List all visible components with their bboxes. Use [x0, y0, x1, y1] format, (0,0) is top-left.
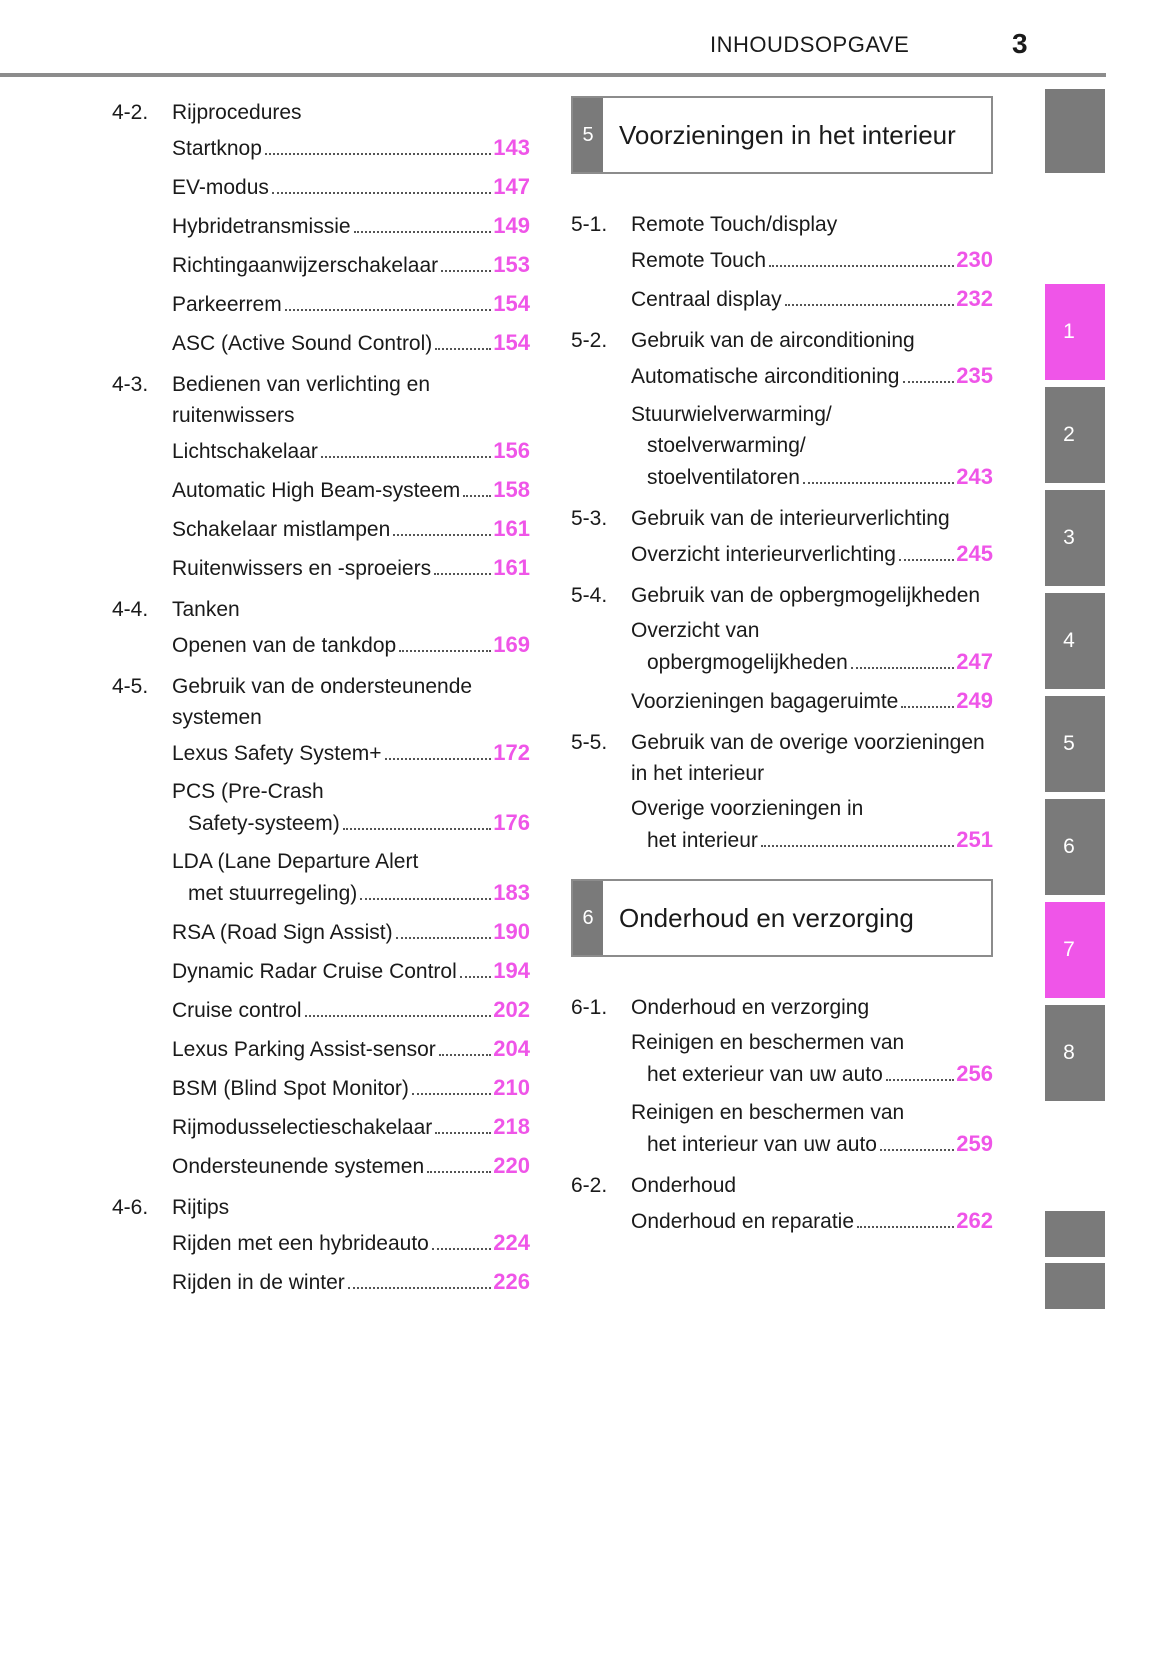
entry-text: Parkeerrem — [172, 292, 282, 316]
entry-line — [631, 1128, 993, 1160]
dot-leader — [851, 666, 954, 669]
toc-entry[interactable] — [172, 509, 530, 548]
entry-text: BSM (Blind Spot Monitor) — [172, 1076, 409, 1100]
entry-text: Rijden in de winter — [172, 1270, 345, 1294]
entry-line — [172, 210, 530, 242]
dot-leader — [439, 1053, 491, 1056]
page-link[interactable]: 235 — [956, 362, 993, 388]
toc-entry[interactable] — [631, 1201, 993, 1240]
entry-line — [172, 327, 530, 359]
toc-entry[interactable] — [631, 395, 993, 496]
toc-entry[interactable] — [172, 284, 530, 323]
page-link[interactable]: 194 — [493, 957, 530, 983]
entry-text: Schakelaar mistlampen — [172, 517, 391, 541]
toc-entry[interactable] — [172, 1146, 530, 1185]
dot-leader — [803, 481, 954, 484]
entry-line — [172, 249, 530, 281]
entry-text: Lichtschakelaar — [172, 439, 318, 463]
entry-text: Lexus Safety System+ — [172, 741, 382, 765]
section-heading[interactable] — [571, 318, 993, 356]
section-number: 6-2. — [571, 1174, 608, 1197]
toc-entry[interactable] — [172, 1223, 530, 1262]
entry-line — [172, 629, 530, 661]
entry-text: Overzicht van — [631, 618, 760, 642]
section-title: Rijtips — [172, 1196, 230, 1219]
dot-leader — [272, 191, 491, 194]
dot-leader — [265, 152, 491, 155]
section-heading[interactable] — [112, 1185, 530, 1223]
toc-entry[interactable] — [172, 167, 530, 206]
section-title: Bedienen van verlichting en ruitenwissers — [172, 373, 431, 427]
entry-text: Cruise control — [172, 998, 302, 1022]
entry-text: Remote Touch — [631, 248, 767, 272]
section-title: Tanken — [172, 598, 240, 621]
section-number: 5-2. — [571, 329, 608, 352]
page-link[interactable]: 247 — [956, 648, 993, 674]
page-link[interactable]: 143 — [493, 134, 530, 160]
section-title: Onderhoud en verzorging — [631, 996, 870, 1019]
chapter-tab-label: 6 — [1063, 835, 1075, 858]
chapter-banner[interactable] — [571, 879, 993, 957]
chapter-tab-label: 4 — [1063, 629, 1075, 652]
entry-text: Hybridetransmissie — [172, 214, 351, 238]
entry-text: stoelventilatoren — [647, 465, 800, 489]
toc-entry[interactable] — [631, 1023, 993, 1093]
chapter-tab[interactable] — [1045, 1211, 1105, 1257]
entry-line — [631, 824, 993, 856]
section-title: Gebruik van de overige voorzieningen in het interieur — [631, 731, 985, 785]
entry-text: ASC (Active Sound Control) — [172, 331, 433, 355]
section-number: 5-3. — [571, 507, 608, 530]
toc-entry[interactable] — [631, 356, 993, 395]
dot-leader — [901, 705, 954, 708]
dot-leader — [354, 230, 492, 233]
section-number: 5-4. — [571, 584, 608, 607]
entry-text: Automatic High Beam-systeem — [172, 478, 461, 502]
section-title: Rijprocedures — [172, 101, 302, 124]
chapter-tab[interactable] — [1045, 387, 1105, 483]
chapter-tab-label: 2 — [1063, 423, 1075, 446]
page-link[interactable]: 218 — [493, 1113, 530, 1139]
toc-right-column — [571, 96, 993, 1240]
chapter-tab[interactable] — [1045, 89, 1105, 173]
section-heading[interactable] — [571, 573, 993, 611]
page-link[interactable]: 232 — [956, 285, 993, 311]
page-link[interactable]: 169 — [493, 631, 530, 657]
chapter-tab[interactable] — [1045, 696, 1105, 792]
section-heading[interactable] — [112, 587, 530, 625]
dot-leader — [427, 1170, 491, 1173]
section-heading[interactable] — [112, 664, 530, 733]
toc-entry[interactable] — [172, 206, 530, 245]
entry-text: Reinigen en beschermen van — [631, 1030, 905, 1054]
toc-entry[interactable] — [172, 128, 530, 167]
dot-leader — [435, 1131, 491, 1134]
section-number: 4-6. — [112, 1196, 149, 1219]
toc-entry[interactable] — [631, 789, 993, 859]
entry-text: Centraal display — [631, 287, 782, 311]
section-heading[interactable] — [571, 985, 993, 1023]
page-link[interactable]: 202 — [493, 996, 530, 1022]
entry-line — [631, 244, 993, 276]
entry-text: LDA (Lane Departure Alert — [172, 849, 419, 873]
section-number: 5-5. — [571, 731, 608, 754]
entry-line — [631, 1058, 993, 1090]
page-link[interactable]: 153 — [493, 251, 530, 277]
page-link[interactable]: 224 — [493, 1229, 530, 1255]
toc-entry[interactable] — [172, 772, 530, 842]
toc-entry[interactable] — [631, 1093, 993, 1163]
section-title: Onderhoud — [631, 1174, 737, 1197]
toc-entry[interactable] — [172, 1107, 530, 1146]
dot-leader — [441, 269, 491, 272]
dot-leader — [348, 1286, 492, 1289]
dot-leader — [886, 1078, 954, 1081]
entry-text: Ondersteunende systemen — [172, 1154, 425, 1178]
chapter-tab[interactable] — [1045, 284, 1105, 380]
entry-text: Reinigen en beschermen van — [631, 1100, 905, 1124]
entry-text: RSA (Road Sign Assist) — [172, 920, 393, 944]
entry-line — [172, 171, 530, 203]
entry-text: Startknop — [172, 136, 262, 160]
entry-text: Rijden met een hybrideauto — [172, 1231, 429, 1255]
section-title: Gebruik van de airconditioning — [631, 329, 915, 352]
page-link[interactable]: 176 — [493, 809, 530, 835]
page-link[interactable]: 251 — [956, 826, 993, 852]
entry-line — [172, 552, 530, 584]
entry-text: met stuurregeling) — [188, 881, 358, 905]
section-heading[interactable] — [571, 720, 993, 789]
page-link[interactable]: 158 — [493, 476, 530, 502]
entry-text: Dynamic Radar Cruise Control — [172, 959, 457, 983]
dot-leader — [769, 264, 954, 267]
toc-entry[interactable] — [631, 279, 993, 318]
dot-leader — [785, 303, 955, 306]
entry-line — [172, 474, 530, 506]
dot-leader — [880, 1148, 954, 1151]
toc-entry[interactable] — [631, 681, 993, 720]
entry-line — [172, 877, 530, 909]
entry-text: het exterieur van uw auto — [647, 1062, 883, 1086]
chapter-number: 5 — [573, 98, 603, 172]
section-number: 4-5. — [112, 675, 149, 698]
dot-leader — [434, 572, 491, 575]
entry-line — [172, 955, 530, 987]
section-heading[interactable] — [571, 1163, 993, 1201]
section-heading[interactable] — [112, 362, 530, 431]
dot-leader — [399, 649, 491, 652]
dot-leader — [360, 897, 491, 900]
entry-line — [172, 994, 530, 1026]
dot-leader — [393, 533, 491, 536]
section-number: 4-4. — [112, 598, 149, 621]
dot-leader — [321, 455, 491, 458]
entry-line — [172, 132, 530, 164]
entry-line — [631, 646, 993, 678]
section-title: Gebruik van de interieurverlichting — [631, 507, 950, 530]
page-link[interactable]: 161 — [493, 515, 530, 541]
chapter-tab[interactable] — [1045, 1005, 1105, 1101]
dot-leader — [460, 975, 492, 978]
toc-entry[interactable] — [172, 1029, 530, 1068]
entry-line — [172, 513, 530, 545]
entry-text: Rijmodusselectieschakelaar — [172, 1115, 433, 1139]
page-link[interactable]: 172 — [493, 739, 530, 765]
toc-entry[interactable] — [172, 470, 530, 509]
chapter-tab-label: 8 — [1063, 1041, 1075, 1064]
page-link[interactable]: 190 — [493, 918, 530, 944]
page-link[interactable]: 161 — [493, 554, 530, 580]
toc-entry[interactable] — [172, 548, 530, 587]
chapter-tab-label: 3 — [1063, 526, 1075, 549]
section-title: Gebruik van de ondersteunende systemen — [172, 675, 473, 729]
toc-entry[interactable] — [172, 912, 530, 951]
entry-line — [631, 1205, 993, 1237]
chapter-tab[interactable] — [1045, 1263, 1105, 1309]
dot-leader — [899, 558, 954, 561]
chapter-tab[interactable] — [1045, 902, 1105, 998]
page-link[interactable]: 226 — [493, 1268, 530, 1294]
page-link[interactable]: 149 — [493, 212, 530, 238]
chapter-tab-label: 5 — [1063, 732, 1075, 755]
entry-text: PCS (Pre-Crash — [172, 779, 324, 803]
toc-entry[interactable] — [172, 951, 530, 990]
toc-entry[interactable] — [172, 733, 530, 772]
section-heading[interactable] — [571, 496, 993, 534]
entry-text: Openen van de tankdop — [172, 633, 397, 657]
dot-leader — [435, 347, 491, 350]
dot-leader — [857, 1225, 954, 1228]
page-link[interactable]: 156 — [493, 437, 530, 463]
chapter-banner[interactable] — [571, 96, 993, 174]
entry-line — [172, 435, 530, 467]
section-heading[interactable] — [112, 90, 530, 128]
chapter-title: Onderhoud en verzorging — [619, 902, 914, 933]
page-link[interactable]: 249 — [956, 687, 993, 713]
page-link[interactable]: 230 — [956, 246, 993, 272]
page-link[interactable]: 262 — [956, 1207, 993, 1233]
page-link[interactable]: 210 — [493, 1074, 530, 1100]
chapter-tab[interactable] — [1045, 799, 1105, 895]
header-rule — [0, 73, 1106, 77]
entry-text: Voorzieningen bagageruimte — [631, 689, 899, 713]
section-number: 4-2. — [112, 101, 149, 124]
chapter-tab-label: 1 — [1063, 320, 1075, 343]
entry-line — [631, 283, 993, 315]
toc-entry[interactable] — [172, 1068, 530, 1107]
toc-entry[interactable] — [631, 611, 993, 681]
toc-entry[interactable] — [172, 323, 530, 362]
chapter-tab-label: 7 — [1063, 938, 1075, 961]
chapter-title: Voorzieningen in het interieur — [619, 119, 956, 150]
page-link[interactable]: 154 — [493, 290, 530, 316]
entry-line — [172, 1033, 530, 1065]
section-number: 5-1. — [571, 213, 608, 236]
dot-leader — [903, 380, 955, 383]
page-link[interactable]: 204 — [493, 1035, 530, 1061]
dot-leader — [412, 1092, 491, 1095]
section-title: Remote Touch/display — [631, 213, 838, 236]
entry-text: Lexus Parking Assist-sensor — [172, 1037, 436, 1061]
chapter-tab[interactable] — [1045, 593, 1105, 689]
entry-text: het interieur — [647, 828, 758, 852]
entry-line — [172, 288, 530, 320]
entry-line — [172, 916, 530, 948]
section-heading[interactable] — [571, 202, 993, 240]
entry-text: Richtingaanwijzerschakelaar — [172, 253, 439, 277]
entry-line — [172, 737, 530, 769]
section-number: 6-1. — [571, 996, 608, 1019]
entry-line — [172, 807, 530, 839]
entry-text: het interieur van uw auto — [647, 1132, 877, 1156]
page-link[interactable]: 220 — [493, 1152, 530, 1178]
toc-entry[interactable] — [172, 990, 530, 1029]
section-title: Gebruik van de opbergmogelijkheden — [631, 584, 981, 607]
entry-line — [172, 1072, 530, 1104]
toc-entry[interactable] — [631, 240, 993, 279]
entry-line — [631, 538, 993, 570]
page-link[interactable]: 183 — [493, 879, 530, 905]
entry-text: Automatische airconditioning — [631, 364, 900, 388]
dot-leader — [396, 936, 492, 939]
entry-line — [172, 1227, 530, 1259]
dot-leader — [343, 827, 492, 830]
entry-line — [172, 1266, 530, 1298]
entry-line — [631, 461, 993, 493]
chapter-number: 6 — [573, 881, 603, 955]
dot-leader — [285, 308, 492, 311]
page-link[interactable]: 245 — [956, 540, 993, 566]
entry-text: Safety-systeem) — [188, 811, 340, 835]
entry-line — [172, 1111, 530, 1143]
dot-leader — [385, 757, 492, 760]
dot-leader — [761, 844, 954, 847]
page-number: 3 — [1012, 28, 1028, 59]
toc-entry[interactable] — [172, 1262, 530, 1301]
entry-text: EV-modus — [172, 175, 269, 199]
section-number: 4-3. — [112, 373, 149, 396]
page-link[interactable]: 154 — [493, 329, 530, 355]
toc-entry[interactable] — [172, 431, 530, 470]
entry-text: Overzicht interieurverlichting — [631, 542, 896, 566]
page-link[interactable]: 259 — [956, 1130, 993, 1156]
entry-text: opbergmogelijkheden — [647, 650, 848, 674]
entry-text: stoelverwarming/ — [647, 433, 806, 457]
toc-entry[interactable] — [172, 245, 530, 284]
toc-entry[interactable] — [172, 625, 530, 664]
dot-leader — [305, 1014, 492, 1017]
entry-text: Onderhoud en reparatie — [631, 1209, 854, 1233]
entry-text: Overige voorzieningen in — [631, 796, 864, 820]
toc-entry[interactable] — [172, 842, 530, 912]
entry-text: Stuurwielverwarming/ — [631, 402, 832, 426]
toc-left-column — [112, 90, 530, 1301]
entry-line — [631, 360, 993, 392]
entry-text: Ruitenwissers en -sproeiers — [172, 556, 432, 580]
dot-leader — [432, 1247, 491, 1250]
page-link[interactable]: 243 — [956, 463, 993, 489]
dot-leader — [463, 494, 491, 497]
entry-line — [631, 685, 993, 717]
chapter-tab[interactable] — [1045, 490, 1105, 586]
header-title: INHOUDSOPGAVE — [710, 32, 910, 57]
page-link[interactable]: 147 — [493, 173, 530, 199]
entry-line — [172, 1150, 530, 1182]
toc-entry[interactable] — [631, 534, 993, 573]
page-link[interactable]: 256 — [956, 1060, 993, 1086]
